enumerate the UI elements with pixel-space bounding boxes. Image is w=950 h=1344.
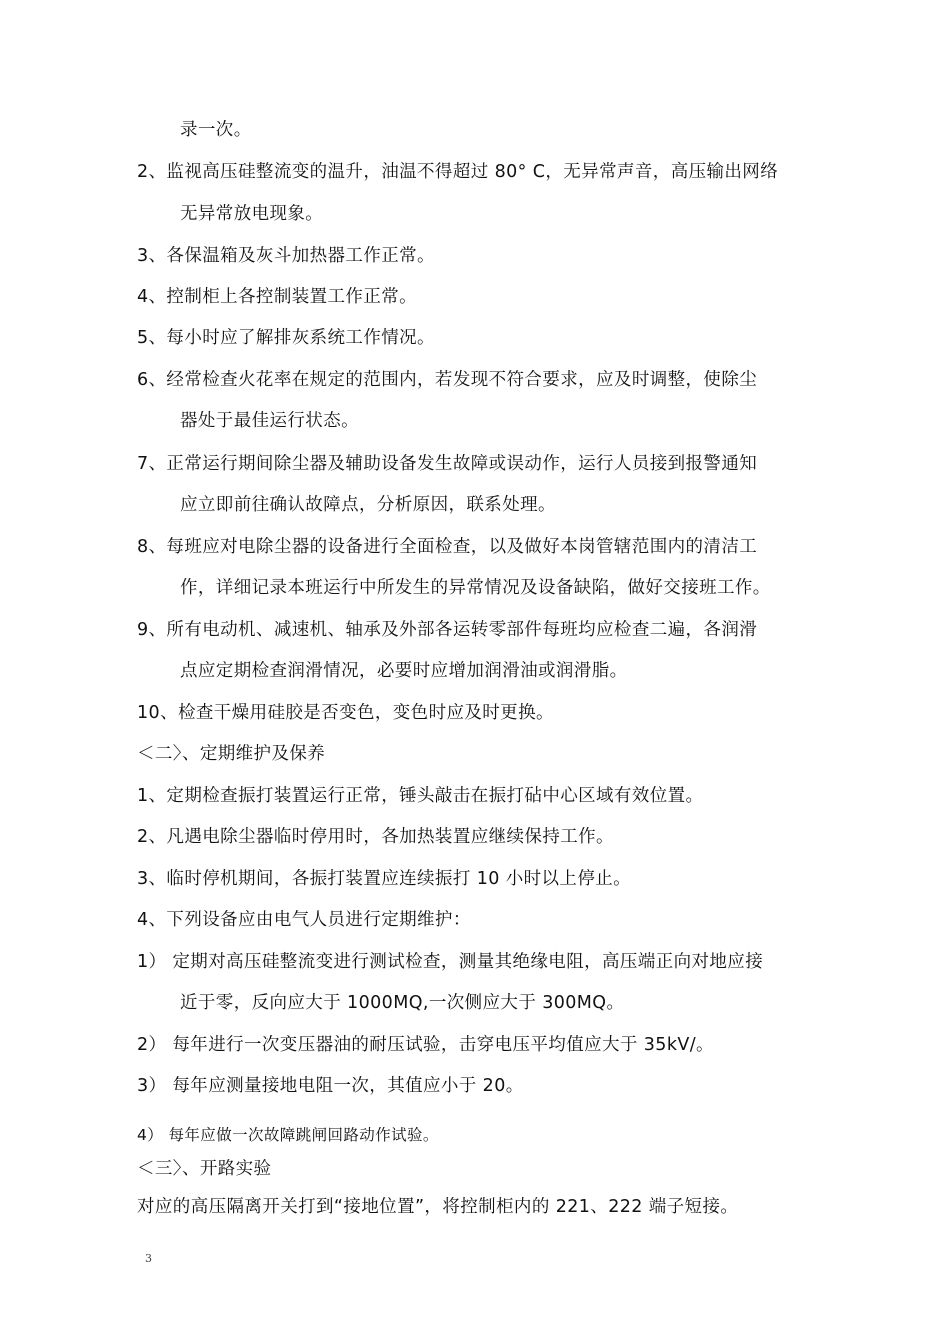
list-item: 10、检查干燥用硅胶是否变色，变色时应及时更换。	[137, 703, 554, 723]
sub-list-item: 4） 每年应做一次故障跳闸回路动作试验。	[137, 1126, 439, 1144]
list-item: 3、临时停机期间，各振打装置应连续振打 10 小时以上停止。	[137, 869, 632, 889]
list-item: 3、各保温箱及灰斗加热器工作正常。	[137, 246, 435, 266]
list-item: 2、凡遇电除尘器临时停用时，各加热装置应继续保持工作。	[137, 827, 614, 847]
page-number: 3	[145, 1252, 152, 1265]
text-line: 录一次。	[180, 120, 252, 140]
list-item: 1、定期检查振打装置运行正常，锤头敲击在振打砧中心区域有效位置。	[137, 786, 704, 806]
text-line: 器处于最佳运行状态。	[180, 411, 359, 431]
section-heading: ＜三〉、开路实验	[137, 1159, 272, 1179]
list-item: 8、每班应对电除尘器的设备进行全面检查，以及做好本岗管辖范围内的清洁工	[137, 537, 758, 557]
text-line: 对应的高压隔离开关打到“接地位置”，将控制柜内的 221、222 端子短接。	[137, 1197, 739, 1217]
text-line: 作，详细记录本班运行中所发生的异常情况及设备缺陷，做好交接班工作。	[180, 578, 771, 598]
list-item: 9、所有电动机、减速机、轴承及外部各运转零部件每班均应检查二遍，各润滑	[137, 620, 758, 640]
sub-list-item: 2） 每年进行一次变压器油的耐压试验，击穿电压平均值应大于 35kV/。	[137, 1035, 714, 1055]
text-line: 应立即前往确认故障点，分析原因，联系处理。	[180, 495, 556, 515]
sub-list-item: 1） 定期对高压硅整流变进行测试检查，测量其绝缘电阻，高压端正向对地应接	[137, 952, 764, 972]
list-item: 4、控制柜上各控制装置工作正常。	[137, 287, 418, 307]
list-item: 4、下列设备应由电气人员进行定期维护：	[137, 910, 471, 930]
list-item: 6、经常检查火花率在规定的范围内，若发现不符合要求，应及时调整，使除尘	[137, 370, 758, 390]
sub-list-item: 3） 每年应测量接地电阻一次，其值应小于 20。	[137, 1076, 524, 1096]
text-line: 无异常放电现象。	[180, 204, 324, 224]
list-item: 7、正常运行期间除尘器及辅助设备发生故障或误动作，运行人员接到报警通知	[137, 454, 758, 474]
text-line: 点应定期检查润滑情况，必要时应增加润滑油或润滑脂。	[180, 661, 628, 681]
list-item: 2、监视高压硅整流变的温升，油温不得超过 80° C，无异常声音，高压输出网络	[137, 162, 779, 182]
section-heading: ＜二〉、定期维护及保养	[137, 744, 326, 764]
text-line: 近于零，反向应大于 1000MQ,一次侧应大于 300MQ。	[180, 993, 625, 1013]
list-item: 5、每小时应了解排灰系统工作情况。	[137, 328, 435, 348]
